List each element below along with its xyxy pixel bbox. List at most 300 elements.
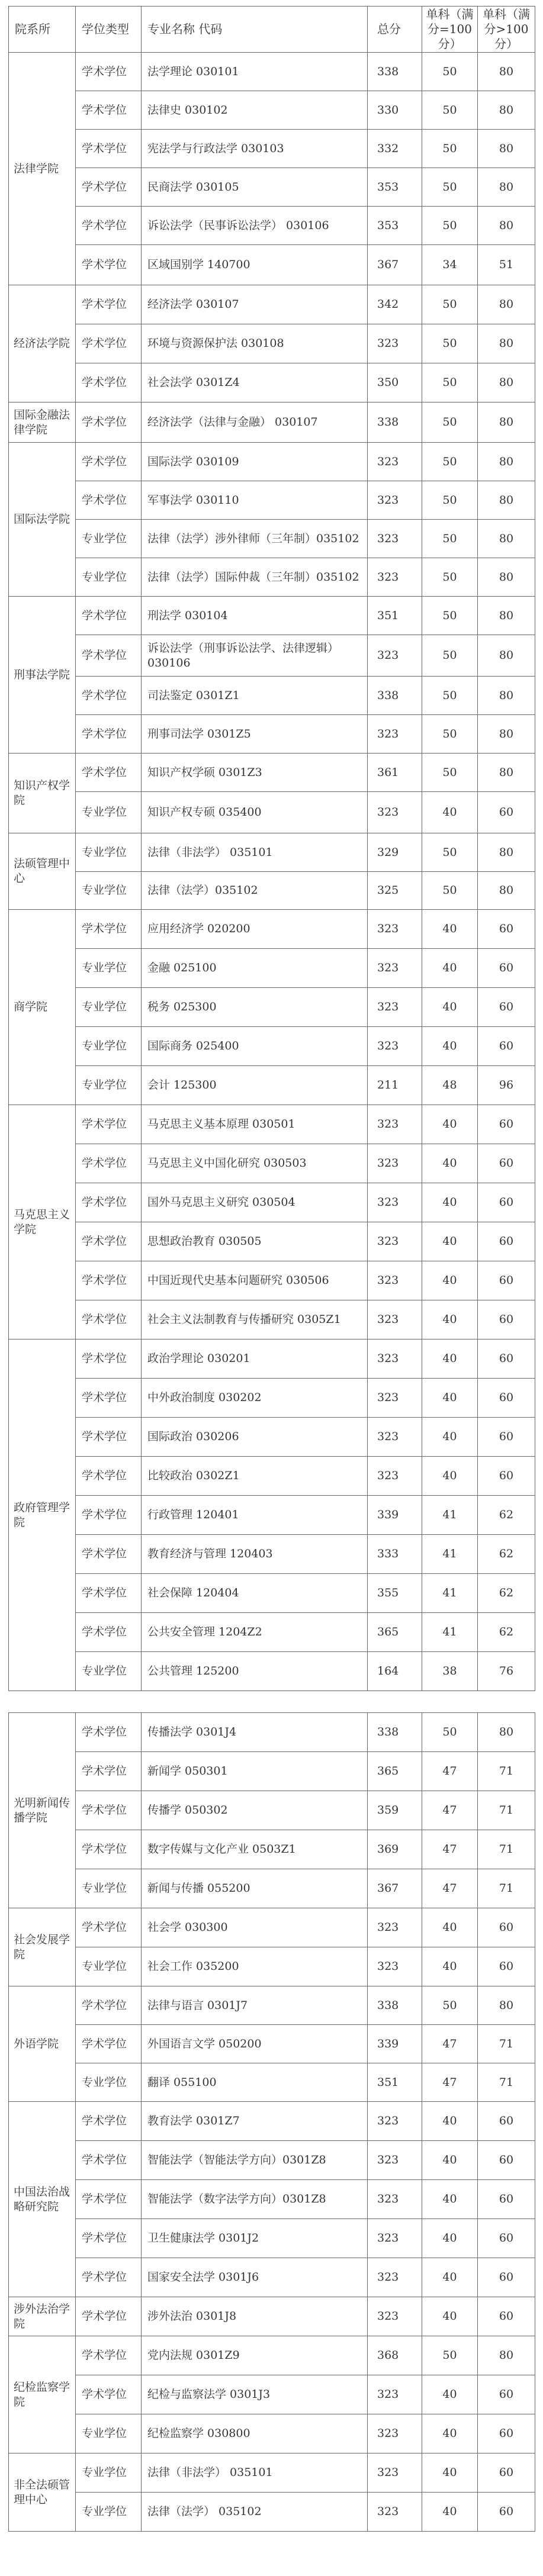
total-score-cell: 325 [368, 872, 422, 910]
single-100-cell: 40 [422, 1222, 478, 1261]
single-100-cell: 50 [422, 481, 478, 520]
table-row [9, 1300, 535, 1339]
major-cell: 数字传媒与文化产业 0503Z1 [142, 1830, 368, 1869]
table-row [9, 1713, 535, 1752]
single-over-100-cell: 80 [478, 168, 535, 207]
total-score-cell: 355 [368, 1574, 422, 1613]
single-over-100-cell: 60 [478, 2102, 535, 2141]
single-100-cell: 50 [422, 443, 478, 481]
table-row [9, 677, 535, 715]
single-100-cell: 38 [422, 1652, 478, 1691]
single-over-100-cell: 60 [478, 1027, 535, 1066]
single-100-cell: 50 [422, 168, 478, 207]
table-row [9, 1908, 535, 1947]
degree-type-cell: 学术学位 [76, 2219, 142, 2258]
dept-cell: 法律学院 [9, 53, 76, 285]
table-row [9, 2102, 535, 2141]
degree-type-cell: 学术学位 [76, 1986, 142, 2025]
major-cell: 纪检监察学 030800 [142, 2414, 368, 2453]
degree-type-cell: 专业学位 [76, 2493, 142, 2532]
single-over-100-cell: 80 [478, 558, 535, 597]
major-cell: 公共管理 125200 [142, 1652, 368, 1691]
header-single-over-100: 单科（满分>100分） [478, 7, 535, 53]
table-row [9, 1457, 535, 1496]
total-score-cell: 367 [368, 1869, 422, 1908]
major-cell: 民商法学 030105 [142, 168, 368, 207]
total-score-cell: 323 [368, 481, 422, 520]
total-score-cell: 323 [368, 1144, 422, 1183]
total-score-cell: 323 [368, 1339, 422, 1379]
header-degree-type: 学位类型 [76, 7, 142, 53]
dept-cell: 国际法学院 [9, 443, 76, 597]
total-score-cell: 368 [368, 2336, 422, 2375]
single-100-cell: 50 [422, 677, 478, 715]
major-cell: 环境与资源保护法 030108 [142, 324, 368, 363]
major-cell: 社会保障 120404 [142, 1574, 368, 1613]
single-over-100-cell: 60 [478, 1418, 535, 1457]
table-row [9, 833, 535, 872]
single-over-100-cell: 60 [478, 1947, 535, 1986]
major-cell: 涉外法治 0301J8 [142, 2297, 368, 2336]
table-row [9, 245, 535, 285]
total-score-cell: 323 [368, 1261, 422, 1300]
table-row [9, 1144, 535, 1183]
single-over-100-cell: 80 [478, 833, 535, 872]
degree-type-cell: 学术学位 [76, 1613, 142, 1652]
total-score-cell: 211 [368, 1066, 422, 1105]
major-cell: 刑事司法学 0301Z5 [142, 715, 368, 754]
table-row [9, 481, 535, 520]
total-score-cell: 367 [368, 245, 422, 285]
degree-type-cell: 学术学位 [76, 2180, 142, 2219]
single-over-100-cell: 71 [478, 2063, 535, 2102]
table-row [9, 1379, 535, 1418]
major-cell: 国际商务 025400 [142, 1027, 368, 1066]
total-score-cell: 323 [368, 715, 422, 754]
single-over-100-cell: 80 [478, 481, 535, 520]
major-cell: 马克思主义基本原理 030501 [142, 1105, 368, 1144]
single-over-100-cell: 96 [478, 1066, 535, 1105]
major-cell: 宪法学与行政法学 030103 [142, 130, 368, 168]
single-100-cell: 41 [422, 1496, 478, 1535]
table-row [9, 2141, 535, 2180]
degree-type-cell: 专业学位 [76, 872, 142, 910]
table-row [9, 910, 535, 949]
single-100-cell: 50 [422, 130, 478, 168]
table-row [9, 1105, 535, 1144]
single-100-cell: 47 [422, 1752, 478, 1791]
degree-type-cell: 专业学位 [76, 792, 142, 833]
single-100-cell: 50 [422, 1713, 478, 1752]
degree-type-cell: 专业学位 [76, 988, 142, 1027]
major-cell: 社会学 030300 [142, 1908, 368, 1947]
major-cell: 金融 025100 [142, 949, 368, 988]
major-cell: 社会法学 0301Z4 [142, 363, 368, 402]
degree-type-cell: 学术学位 [76, 207, 142, 245]
table-row [9, 443, 535, 481]
single-100-cell: 47 [422, 2063, 478, 2102]
total-score-cell: 323 [368, 1300, 422, 1339]
major-cell: 国际法学 030109 [142, 443, 368, 481]
total-score-cell: 323 [368, 949, 422, 988]
degree-type-cell: 学术学位 [76, 1339, 142, 1379]
major-cell: 经济法学 030107 [142, 285, 368, 324]
single-over-100-cell: 80 [478, 597, 535, 635]
table-row [9, 285, 535, 324]
single-100-cell: 50 [422, 520, 478, 558]
total-score-cell: 339 [368, 1496, 422, 1535]
major-cell: 公共安全管理 1204Z2 [142, 1613, 368, 1652]
major-cell: 法律（法学）涉外律师（三年制）035102 [142, 520, 368, 558]
single-100-cell: 40 [422, 988, 478, 1027]
degree-type-cell: 学术学位 [76, 443, 142, 481]
single-over-100-cell: 60 [478, 1908, 535, 1947]
single-over-100-cell: 71 [478, 2025, 535, 2063]
table-row [9, 1830, 535, 1869]
dept-cell: 国际金融法律学院 [9, 402, 76, 443]
single-over-100-cell: 71 [478, 1752, 535, 1791]
total-score-cell: 361 [368, 754, 422, 792]
table-row [9, 2219, 535, 2258]
single-100-cell: 40 [422, 1261, 478, 1300]
major-cell: 知识产权专硕 035400 [142, 792, 368, 833]
single-over-100-cell: 80 [478, 53, 535, 91]
single-over-100-cell: 80 [478, 1986, 535, 2025]
degree-type-cell: 专业学位 [76, 520, 142, 558]
single-100-cell: 40 [422, 2258, 478, 2297]
single-over-100-cell: 60 [478, 1222, 535, 1261]
degree-type-cell: 学术学位 [76, 597, 142, 635]
single-over-100-cell: 80 [478, 520, 535, 558]
single-100-cell: 50 [422, 833, 478, 872]
dept-cell: 涉外法治学院 [9, 2297, 76, 2336]
degree-type-cell: 专业学位 [76, 2063, 142, 2102]
single-over-100-cell: 60 [478, 1339, 535, 1379]
single-100-cell: 40 [422, 2453, 478, 2493]
degree-type-cell: 专业学位 [76, 558, 142, 597]
degree-type-cell: 学术学位 [76, 1300, 142, 1339]
table-row [9, 635, 535, 677]
single-over-100-cell: 62 [478, 1574, 535, 1613]
single-100-cell: 40 [422, 1144, 478, 1183]
dept-cell: 马克思主义学院 [9, 1105, 76, 1339]
table-row [9, 1574, 535, 1613]
degree-type-cell: 学术学位 [76, 1713, 142, 1752]
total-score-cell: 323 [368, 443, 422, 481]
single-100-cell: 48 [422, 1066, 478, 1105]
header-dept: 院系所 [9, 7, 76, 53]
single-over-100-cell: 76 [478, 1652, 535, 1691]
major-cell: 外国语言文学 050200 [142, 2025, 368, 2063]
single-100-cell: 50 [422, 558, 478, 597]
total-score-cell: 353 [368, 207, 422, 245]
total-score-cell: 351 [368, 597, 422, 635]
total-score-cell: 323 [368, 324, 422, 363]
major-cell: 会计 125300 [142, 1066, 368, 1105]
degree-type-cell: 学术学位 [76, 2336, 142, 2375]
total-score-cell: 332 [368, 130, 422, 168]
total-score-cell: 323 [368, 635, 422, 677]
major-cell: 诉讼法学（民事诉讼法学） 030106 [142, 207, 368, 245]
total-score-cell: 323 [368, 558, 422, 597]
single-over-100-cell: 60 [478, 2414, 535, 2453]
single-over-100-cell: 71 [478, 1791, 535, 1830]
table-row [9, 1496, 535, 1535]
single-100-cell: 40 [422, 2375, 478, 2414]
single-over-100-cell: 71 [478, 1869, 535, 1908]
major-cell: 法学理论 030101 [142, 53, 368, 91]
total-score-cell: 323 [368, 792, 422, 833]
single-over-100-cell: 80 [478, 402, 535, 443]
single-100-cell: 50 [422, 597, 478, 635]
degree-type-cell: 专业学位 [76, 1947, 142, 1986]
total-score-cell: 338 [368, 402, 422, 443]
total-score-cell: 338 [368, 677, 422, 715]
single-over-100-cell: 60 [478, 2258, 535, 2297]
table-row [9, 715, 535, 754]
degree-type-cell: 学术学位 [76, 677, 142, 715]
degree-type-cell: 学术学位 [76, 2102, 142, 2141]
total-score-cell: 323 [368, 1947, 422, 1986]
degree-type-cell: 学术学位 [76, 1105, 142, 1144]
major-cell: 教育经济与管理 120403 [142, 1535, 368, 1574]
single-over-100-cell: 80 [478, 1713, 535, 1752]
single-over-100-cell: 80 [478, 363, 535, 402]
dept-cell: 刑事法学院 [9, 597, 76, 754]
major-cell: 智能法学（智能法学方向）0301Z8 [142, 2141, 368, 2180]
table-row [9, 1869, 535, 1908]
single-100-cell: 40 [422, 949, 478, 988]
total-score-cell: 323 [368, 1183, 422, 1222]
table-row [9, 1261, 535, 1300]
table-row [9, 1183, 535, 1222]
major-cell: 党内法规 0301Z9 [142, 2336, 368, 2375]
major-cell: 区域国别学 140700 [142, 245, 368, 285]
degree-type-cell: 学术学位 [76, 1830, 142, 1869]
total-score-cell: 350 [368, 363, 422, 402]
total-score-cell: 323 [368, 2375, 422, 2414]
table-row [9, 363, 535, 402]
degree-type-cell: 学术学位 [76, 53, 142, 91]
degree-type-cell: 学术学位 [76, 130, 142, 168]
total-score-cell: 323 [368, 1222, 422, 1261]
single-over-100-cell: 51 [478, 245, 535, 285]
table-row [9, 1339, 535, 1379]
single-100-cell: 40 [422, 1183, 478, 1222]
major-cell: 新闻与传播 055200 [142, 1869, 368, 1908]
major-cell: 智能法学（数字法学方向）0301Z8 [142, 2180, 368, 2219]
total-score-cell: 323 [368, 2258, 422, 2297]
single-100-cell: 50 [422, 402, 478, 443]
table-row [9, 1613, 535, 1652]
dept-cell: 政府管理学院 [9, 1339, 76, 1691]
table-part-2 [8, 1712, 535, 2532]
single-100-cell: 47 [422, 2025, 478, 2063]
table-row [9, 949, 535, 988]
single-over-100-cell: 71 [478, 1830, 535, 1869]
total-score-cell: 323 [368, 2180, 422, 2219]
degree-type-cell: 学术学位 [76, 1791, 142, 1830]
single-over-100-cell: 80 [478, 754, 535, 792]
total-score-cell: 323 [368, 520, 422, 558]
degree-type-cell: 学术学位 [76, 245, 142, 285]
single-over-100-cell: 60 [478, 2375, 535, 2414]
single-over-100-cell: 80 [478, 635, 535, 677]
single-over-100-cell: 60 [478, 910, 535, 949]
table-row [9, 988, 535, 1027]
total-score-cell: 323 [368, 2297, 422, 2336]
degree-type-cell: 专业学位 [76, 833, 142, 872]
table-row [9, 168, 535, 207]
degree-type-cell: 专业学位 [76, 1066, 142, 1105]
single-100-cell: 40 [422, 2180, 478, 2219]
single-over-100-cell: 60 [478, 2180, 535, 2219]
table-part-1 [8, 6, 535, 1691]
major-cell: 马克思主义中国化研究 030503 [142, 1144, 368, 1183]
degree-type-cell: 学术学位 [76, 2297, 142, 2336]
single-100-cell: 50 [422, 324, 478, 363]
single-100-cell: 47 [422, 1830, 478, 1869]
degree-type-cell: 专业学位 [76, 949, 142, 988]
single-over-100-cell: 80 [478, 443, 535, 481]
dept-cell: 知识产权学院 [9, 754, 76, 833]
single-over-100-cell: 80 [478, 677, 535, 715]
single-over-100-cell: 60 [478, 792, 535, 833]
dept-cell: 光明新闻传播学院 [9, 1713, 76, 1908]
total-score-cell: 359 [368, 1791, 422, 1830]
table-row [9, 1791, 535, 1830]
dept-cell: 社会发展学院 [9, 1908, 76, 1986]
degree-type-cell: 学术学位 [76, 2258, 142, 2297]
table-row [9, 1652, 535, 1691]
single-100-cell: 40 [422, 1908, 478, 1947]
single-over-100-cell: 80 [478, 285, 535, 324]
major-cell: 卫生健康法学 0301J2 [142, 2219, 368, 2258]
single-over-100-cell: 80 [478, 2336, 535, 2375]
table-row [9, 324, 535, 363]
single-over-100-cell: 60 [478, 988, 535, 1027]
single-100-cell: 50 [422, 754, 478, 792]
degree-type-cell: 学术学位 [76, 2141, 142, 2180]
single-100-cell: 50 [422, 1986, 478, 2025]
degree-type-cell: 专业学位 [76, 1652, 142, 1691]
major-cell: 法律（法学） 035102 [142, 2493, 368, 2532]
table-row [9, 792, 535, 833]
major-cell: 国外马克思主义研究 030504 [142, 1183, 368, 1222]
single-100-cell: 50 [422, 207, 478, 245]
major-cell: 中国近现代史基本问题研究 030506 [142, 1261, 368, 1300]
score-table [8, 6, 535, 1691]
table-row [9, 2025, 535, 2063]
total-score-cell: 323 [368, 1908, 422, 1947]
major-cell: 传播法学 0301J4 [142, 1713, 368, 1752]
single-over-100-cell: 80 [478, 207, 535, 245]
degree-type-cell: 学术学位 [76, 91, 142, 130]
total-score-cell: 164 [368, 1652, 422, 1691]
major-cell: 社会主义法制教育与传播研究 0305Z1 [142, 1300, 368, 1339]
table-row [9, 2375, 535, 2414]
major-cell: 诉讼法学（刑事诉讼法学、法律逻辑） 030106 [142, 635, 368, 677]
total-score-cell: 323 [368, 1105, 422, 1144]
table-row [9, 402, 535, 443]
single-100-cell: 50 [422, 715, 478, 754]
table-header-row [9, 7, 535, 53]
single-100-cell: 41 [422, 1535, 478, 1574]
total-score-cell: 323 [368, 2102, 422, 2141]
total-score-cell: 323 [368, 2141, 422, 2180]
dept-cell: 商学院 [9, 910, 76, 1105]
degree-type-cell: 学术学位 [76, 635, 142, 677]
degree-type-cell: 学术学位 [76, 1908, 142, 1947]
single-100-cell: 50 [422, 91, 478, 130]
table-row [9, 1986, 535, 2025]
total-score-cell: 323 [368, 1379, 422, 1418]
table-row [9, 597, 535, 635]
single-over-100-cell: 60 [478, 1379, 535, 1418]
single-100-cell: 50 [422, 2336, 478, 2375]
single-100-cell: 47 [422, 1791, 478, 1830]
degree-type-cell: 学术学位 [76, 1457, 142, 1496]
single-100-cell: 40 [422, 2141, 478, 2180]
single-100-cell: 40 [422, 2493, 478, 2532]
degree-type-cell: 学术学位 [76, 1144, 142, 1183]
single-100-cell: 40 [422, 2297, 478, 2336]
table-row [9, 520, 535, 558]
degree-type-cell: 学术学位 [76, 1379, 142, 1418]
degree-type-cell: 专业学位 [76, 1869, 142, 1908]
total-score-cell: 351 [368, 2063, 422, 2102]
dept-cell: 中国法治战略研究院 [9, 2102, 76, 2297]
degree-type-cell: 学术学位 [76, 754, 142, 792]
total-score-cell: 323 [368, 2453, 422, 2493]
total-score-cell: 338 [368, 53, 422, 91]
major-cell: 传播学 050302 [142, 1791, 368, 1830]
single-over-100-cell: 60 [478, 2219, 535, 2258]
single-100-cell: 40 [422, 1300, 478, 1339]
total-score-cell: 330 [368, 91, 422, 130]
major-cell: 法律与语言 0301J7 [142, 1986, 368, 2025]
single-over-100-cell: 62 [478, 1613, 535, 1652]
single-over-100-cell: 80 [478, 130, 535, 168]
single-100-cell: 50 [422, 363, 478, 402]
degree-type-cell: 学术学位 [76, 168, 142, 207]
degree-type-cell: 学术学位 [76, 1222, 142, 1261]
dept-cell: 法硕管理中心 [9, 833, 76, 910]
total-score-cell: 339 [368, 2025, 422, 2063]
degree-type-cell: 学术学位 [76, 1752, 142, 1791]
degree-type-cell: 学术学位 [76, 1535, 142, 1574]
table-row [9, 754, 535, 792]
single-100-cell: 40 [422, 1105, 478, 1144]
dept-cell: 外语学院 [9, 1986, 76, 2102]
single-over-100-cell: 80 [478, 715, 535, 754]
degree-type-cell: 学术学位 [76, 715, 142, 754]
score-table-continued [8, 1712, 535, 2532]
degree-type-cell: 专业学位 [76, 1027, 142, 1066]
header-single-100: 单科（满分=100分） [422, 7, 478, 53]
single-100-cell: 50 [422, 53, 478, 91]
single-100-cell: 40 [422, 1379, 478, 1418]
degree-type-cell: 学术学位 [76, 481, 142, 520]
single-over-100-cell: 60 [478, 1261, 535, 1300]
degree-type-cell: 专业学位 [76, 2453, 142, 2493]
degree-type-cell: 专业学位 [76, 2414, 142, 2453]
degree-type-cell: 学术学位 [76, 1418, 142, 1457]
table-row [9, 2453, 535, 2493]
single-100-cell: 47 [422, 1869, 478, 1908]
single-100-cell: 40 [422, 2219, 478, 2258]
total-score-cell: 323 [368, 2219, 422, 2258]
